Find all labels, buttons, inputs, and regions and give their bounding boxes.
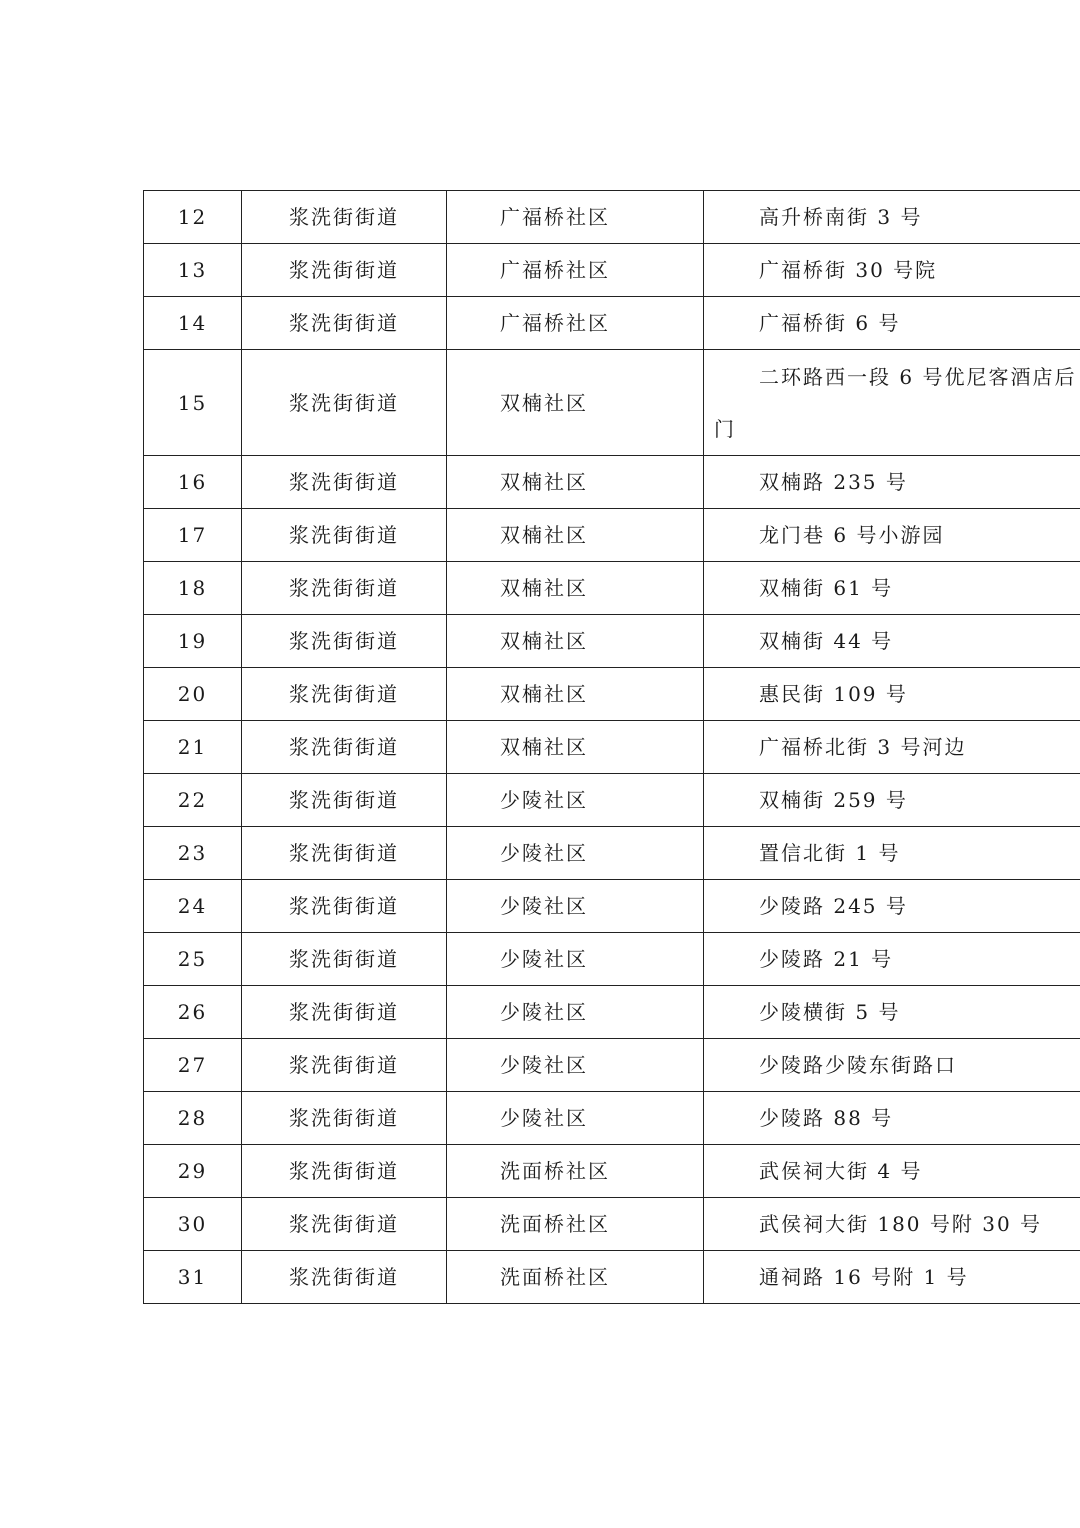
community-cell: 广福桥社区	[447, 244, 704, 297]
address-cell: 惠民街 109 号	[704, 668, 1080, 721]
community-cell: 双楠社区	[447, 562, 704, 615]
address-cell: 置信北街 1 号	[704, 827, 1080, 880]
table-row	[144, 721, 1080, 774]
street-cell: 浆洗街街道	[242, 1251, 447, 1304]
street-cell: 浆洗街街道	[242, 1145, 447, 1198]
community-cell: 广福桥社区	[447, 191, 704, 244]
community-cell: 少陵社区	[447, 986, 704, 1039]
table-row	[144, 1039, 1080, 1092]
row-number: 30	[144, 1198, 242, 1251]
table-row	[144, 350, 1080, 456]
row-number: 18	[144, 562, 242, 615]
community-cell: 双楠社区	[447, 668, 704, 721]
table-row	[144, 986, 1080, 1039]
row-number: 22	[144, 774, 242, 827]
table-row	[144, 615, 1080, 668]
community-cell: 双楠社区	[447, 509, 704, 562]
community-cell: 少陵社区	[447, 1092, 704, 1145]
address-cell: 武侯祠大街 4 号	[704, 1145, 1080, 1198]
table-row	[144, 1251, 1080, 1304]
row-number: 19	[144, 615, 242, 668]
street-cell: 浆洗街街道	[242, 562, 447, 615]
table-row	[144, 562, 1080, 615]
table-row	[144, 774, 1080, 827]
community-cell: 少陵社区	[447, 774, 704, 827]
row-number: 12	[144, 191, 242, 244]
street-cell: 浆洗街街道	[242, 880, 447, 933]
table-row	[144, 244, 1080, 297]
address-cell: 少陵路少陵东街路口	[704, 1039, 1080, 1092]
row-number: 23	[144, 827, 242, 880]
table-row	[144, 191, 1080, 244]
row-number: 31	[144, 1251, 242, 1304]
street-cell: 浆洗街街道	[242, 668, 447, 721]
address-cell: 少陵路 88 号	[704, 1092, 1080, 1145]
row-number: 13	[144, 244, 242, 297]
street-cell: 浆洗街街道	[242, 1198, 447, 1251]
street-cell: 浆洗街街道	[242, 297, 447, 350]
community-cell: 双楠社区	[447, 456, 704, 509]
address-cell: 双楠路 235 号	[704, 456, 1080, 509]
row-number: 24	[144, 880, 242, 933]
address-cell: 少陵横街 5 号	[704, 986, 1080, 1039]
street-cell: 浆洗街街道	[242, 1092, 447, 1145]
row-number: 14	[144, 297, 242, 350]
street-cell: 浆洗街街道	[242, 933, 447, 986]
address-cell: 双楠街 61 号	[704, 562, 1080, 615]
address-cell: 通祠路 16 号附 1 号	[704, 1251, 1080, 1304]
street-cell: 浆洗街街道	[242, 456, 447, 509]
address-cell: 广福桥街 6 号	[704, 297, 1080, 350]
address-table-body	[144, 191, 1080, 1304]
row-number: 27	[144, 1039, 242, 1092]
street-cell: 浆洗街街道	[242, 774, 447, 827]
street-cell: 浆洗街街道	[242, 191, 447, 244]
table-row	[144, 880, 1080, 933]
community-cell: 双楠社区	[447, 350, 704, 456]
row-number: 21	[144, 721, 242, 774]
community-cell: 双楠社区	[447, 615, 704, 668]
row-number: 26	[144, 986, 242, 1039]
address-cell: 双楠街 44 号	[704, 615, 1080, 668]
community-cell: 广福桥社区	[447, 297, 704, 350]
address-cell: 广福桥街 30 号院	[704, 244, 1080, 297]
table-row	[144, 827, 1080, 880]
row-number: 17	[144, 509, 242, 562]
row-number: 29	[144, 1145, 242, 1198]
street-cell: 浆洗街街道	[242, 350, 447, 456]
row-number: 16	[144, 456, 242, 509]
table-row	[144, 1092, 1080, 1145]
community-cell: 少陵社区	[447, 1039, 704, 1092]
street-cell: 浆洗街街道	[242, 827, 447, 880]
row-number: 28	[144, 1092, 242, 1145]
address-cell: 少陵路 245 号	[704, 880, 1080, 933]
row-number: 25	[144, 933, 242, 986]
community-cell: 双楠社区	[447, 721, 704, 774]
street-cell: 浆洗街街道	[242, 615, 447, 668]
address-cell: 高升桥南街 3 号	[704, 191, 1080, 244]
community-cell: 少陵社区	[447, 933, 704, 986]
street-cell: 浆洗街街道	[242, 244, 447, 297]
row-number: 20	[144, 668, 242, 721]
table-row	[144, 668, 1080, 721]
table-row	[144, 1145, 1080, 1198]
address-cell: 龙门巷 6 号小游园	[704, 509, 1080, 562]
address-table	[143, 190, 1080, 1304]
street-cell: 浆洗街街道	[242, 1039, 447, 1092]
community-cell: 洗面桥社区	[447, 1251, 704, 1304]
address-cell: 广福桥北街 3 号河边	[704, 721, 1080, 774]
row-number: 15	[144, 350, 242, 456]
community-cell: 少陵社区	[447, 827, 704, 880]
street-cell: 浆洗街街道	[242, 509, 447, 562]
address-cell: 少陵路 21 号	[704, 933, 1080, 986]
community-cell: 少陵社区	[447, 880, 704, 933]
community-cell: 洗面桥社区	[447, 1145, 704, 1198]
community-cell: 洗面桥社区	[447, 1198, 704, 1251]
street-cell: 浆洗街街道	[242, 986, 447, 1039]
table-row	[144, 933, 1080, 986]
street-cell: 浆洗街街道	[242, 721, 447, 774]
table-row	[144, 509, 1080, 562]
address-cell: 武侯祠大街 180 号附 30 号	[704, 1198, 1080, 1251]
table-row	[144, 1198, 1080, 1251]
table-row	[144, 456, 1080, 509]
table-row	[144, 297, 1080, 350]
address-cell: 二环路西一段 6 号优尼客酒店后门	[704, 350, 1080, 456]
address-cell: 双楠街 259 号	[704, 774, 1080, 827]
